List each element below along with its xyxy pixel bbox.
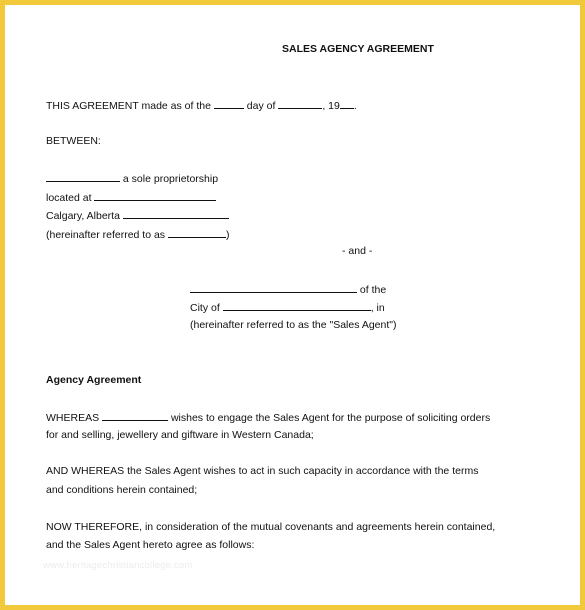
party2-of-the: of the — [359, 284, 387, 296]
whereas2-line1: AND WHEREAS the Sales Agent wishes to act in such capacity in accordance with the terms — [46, 465, 479, 477]
party1-located-at: located at — [46, 192, 92, 204]
party2-name-blank[interactable] — [190, 282, 357, 293]
whereas1-line1-rest: wishes to engage the Sales Agent for the purpose of soliciting orders — [170, 412, 491, 424]
party1-sole-prop-line — [46, 171, 218, 186]
party2-referred: (hereinafter referred to as the "Sales Agent") — [190, 319, 397, 331]
intro-day-label: day of — [246, 100, 276, 112]
day-blank[interactable] — [214, 98, 244, 109]
party1-referred-prefix: (hereinafter referred to as — [46, 229, 166, 241]
whereas1-party-blank[interactable] — [102, 410, 168, 421]
document-title: SALES AGENCY AGREEMENT — [282, 43, 434, 55]
whereas1-line1 — [46, 410, 490, 425]
party1-sole-prop: a sole proprietorship — [122, 173, 219, 185]
intro-year-prefix: , 19 — [322, 100, 340, 112]
party1-calgary: Calgary, Alberta — [46, 210, 120, 222]
party1-referred-suffix: ) — [225, 229, 230, 241]
intro-suffix: . — [353, 100, 357, 112]
party2-city-line — [190, 300, 385, 315]
year-blank[interactable] — [340, 98, 354, 109]
intro-line — [46, 98, 357, 113]
intro-prefix: THIS AGREEMENT made as of the — [46, 100, 211, 112]
party2-city-prefix: City of — [190, 302, 220, 314]
now-therefore-line1: NOW THEREFORE, in consideration of the mutual covenants and agreements herein contained, — [46, 521, 496, 533]
now-therefore-line2: and the Sales Agent hereto agree as follows: — [46, 539, 255, 551]
party2-city-suffix: , in — [370, 302, 385, 314]
party1-located-line — [46, 190, 216, 205]
document-page — [5, 5, 580, 605]
month-blank[interactable] — [278, 98, 322, 109]
between-label: BETWEEN: — [46, 135, 101, 147]
party1-calgary-line — [46, 208, 229, 223]
watermark: www.heritagechristiancollege.com — [43, 560, 193, 571]
party2-name-line — [190, 282, 386, 297]
party1-address-blank[interactable] — [94, 190, 216, 201]
party1-postal-blank[interactable] — [123, 208, 229, 219]
section-heading: Agency Agreement — [46, 374, 142, 386]
party1-alias-blank[interactable] — [168, 227, 226, 238]
party1-name-blank[interactable] — [46, 171, 120, 182]
whereas1-line2: for and selling, jewellery and giftware in Western Canada; — [46, 429, 314, 441]
party1-referred-line — [46, 227, 229, 242]
whereas1-prefix: WHEREAS — [46, 412, 100, 424]
and-separator: - and - — [342, 245, 373, 257]
party2-city-blank[interactable] — [223, 300, 371, 311]
whereas2-line2: and conditions herein contained; — [46, 484, 198, 496]
